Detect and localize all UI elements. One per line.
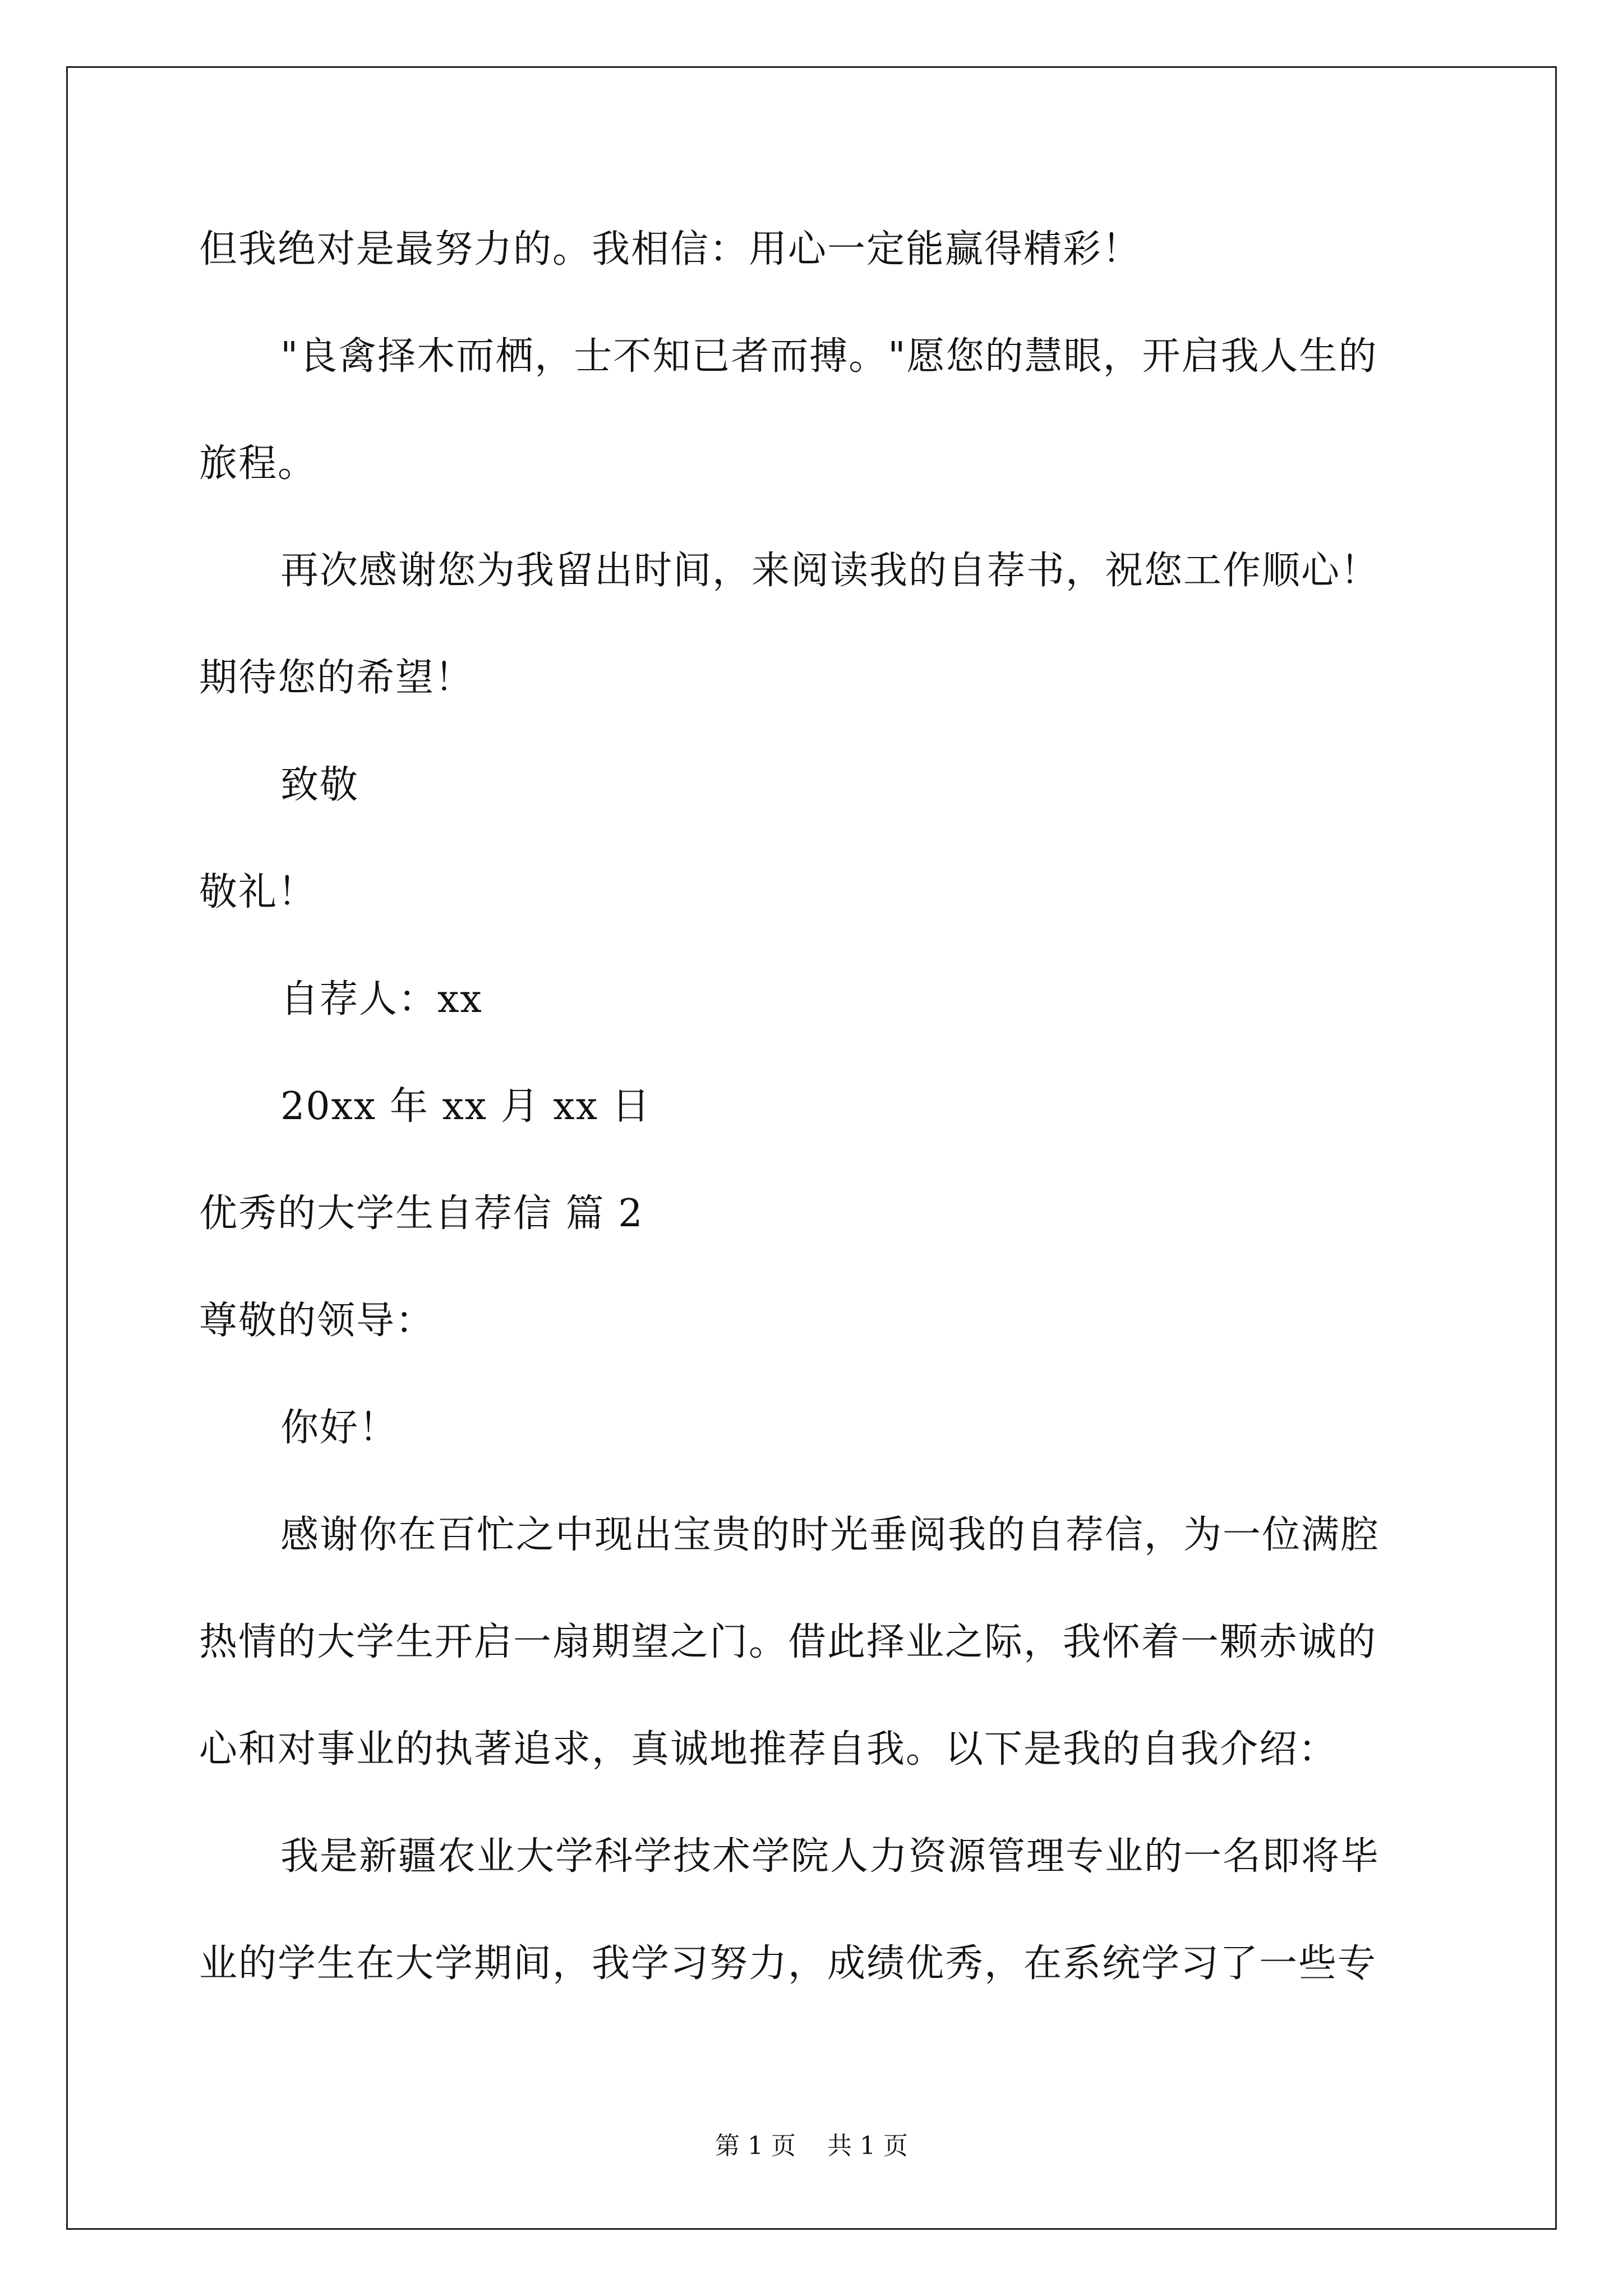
paragraph-line: 期待您的希望！ [199, 656, 474, 700]
paragraph-line: 心和对事业的执著追求，真诚地推荐自我。以下是我的自我介绍： [199, 1727, 1338, 1772]
paragraph-line: 业的学生在大学期间，我学习努力，成绩优秀，在系统学习了一些专 [199, 1941, 1377, 1986]
paragraph-line: "良禽择木而栖，士不知已者而搏。"愿您的慧眼，开启我人生的 [280, 334, 1378, 379]
greeting-recipient: 尊敬的领导： [199, 1299, 435, 1343]
paragraph-line: 热情的大学生开启一扇期望之门。借此择业之际，我怀着一颗赤诚的 [199, 1620, 1377, 1664]
greeting-hello: 你好！ [280, 1406, 399, 1450]
paragraph-line: 感谢你在百忙之中现出宝贵的时光垂阅我的自荐信，为一位满腔 [280, 1513, 1380, 1557]
closing-regards: 敬礼！ [199, 870, 317, 914]
date-line: 20xx 年 xx 月 xx 日 [280, 1084, 651, 1129]
signature-line: 自荐人：xx [280, 977, 483, 1022]
paragraph-line: 但我绝对是最努力的。我相信：用心一定能赢得精彩！ [199, 227, 1142, 272]
page-footer: 第 1 页 共 1 页 [715, 2132, 908, 2160]
section-heading: 优秀的大学生自荐信 篇 2 [199, 1191, 644, 1236]
closing-salutation: 致敬 [280, 763, 359, 807]
page-border [66, 66, 1557, 2230]
paragraph-line: 旅程。 [199, 441, 317, 486]
paragraph-line: 再次感谢您为我留出时间，来阅读我的自荐书，祝您工作顺心！ [280, 549, 1380, 593]
paragraph-line: 我是新疆农业大学科学技术学院人力资源管理专业的一名即将毕 [280, 1834, 1380, 1879]
